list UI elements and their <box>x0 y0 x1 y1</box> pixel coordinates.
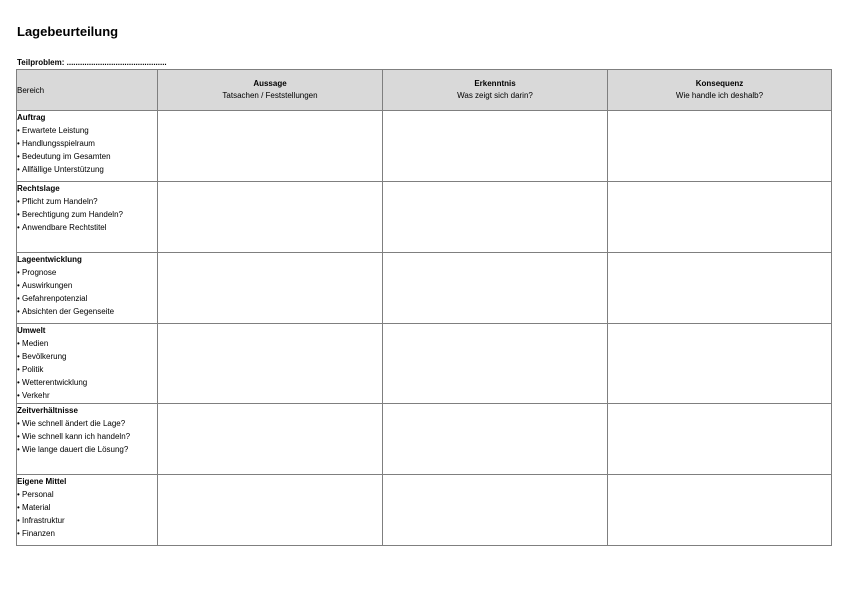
header-aussage-subtitle: Tatsachen / Feststellungen <box>222 91 318 100</box>
area-item: • Wie schnell ändert die Lage? <box>17 417 157 430</box>
area-cell-rechtslage <box>17 182 158 253</box>
erkenntnis-cell[interactable] <box>383 253 608 324</box>
table-row <box>17 324 832 404</box>
erkenntnis-cell[interactable] <box>383 324 608 404</box>
erkenntnis-cell[interactable] <box>383 475 608 546</box>
aussage-cell[interactable] <box>158 404 383 475</box>
aussage-cell[interactable] <box>158 182 383 253</box>
erkenntnis-cell[interactable] <box>383 404 608 475</box>
aussage-cell[interactable] <box>158 324 383 404</box>
area-item: • Infrastruktur <box>17 514 157 527</box>
subproblem-label: Teilproblem: ............................................. <box>17 58 167 67</box>
area-item: • Finanzen <box>17 527 157 540</box>
area-item: • Medien <box>17 337 157 350</box>
area-title: Umwelt <box>17 326 46 335</box>
area-title: Eigene Mittel <box>17 477 67 486</box>
area-item: • Bevölkerung <box>17 350 157 363</box>
table-row <box>17 111 832 182</box>
area-item: • Verkehr <box>17 389 157 402</box>
area-item: • Bedeutung im Gesamten <box>17 150 157 163</box>
header-konsequenz-title: Konsequenz <box>695 79 744 88</box>
area-item: • Prognose <box>17 266 157 279</box>
erkenntnis-cell[interactable] <box>383 182 608 253</box>
table-row <box>17 182 832 253</box>
area-item: • Erwartete Leistung <box>17 124 157 137</box>
header-erkenntnis-subtitle: Was zeigt sich darin? <box>457 91 533 100</box>
header-erkenntnis-title: Erkenntnis <box>474 79 516 88</box>
table-row <box>17 404 832 475</box>
area-title: Rechtslage <box>17 184 60 193</box>
area-cell-umwelt <box>17 324 158 404</box>
konsequenz-cell[interactable] <box>608 324 832 404</box>
area-item: • Handlungsspielraum <box>17 137 157 150</box>
area-item: • Gefahrenpotenzial <box>17 292 157 305</box>
erkenntnis-cell[interactable] <box>383 111 608 182</box>
assessment-table <box>16 69 832 546</box>
area-item: • Material <box>17 501 157 514</box>
table-row <box>17 253 832 324</box>
header-konsequenz <box>608 70 832 111</box>
area-cell-zeitverhaeltnisse <box>17 404 158 475</box>
area-item: • Pflicht zum Handeln? <box>17 195 157 208</box>
konsequenz-cell[interactable] <box>608 475 832 546</box>
area-item: • Personal <box>17 488 157 501</box>
area-title: Lageentwicklung <box>17 255 82 264</box>
header-erkenntnis <box>383 70 608 111</box>
area-item: • Auswirkungen <box>17 279 157 292</box>
area-cell-auftrag <box>17 111 158 182</box>
area-item: • Allfällige Unterstützung <box>17 163 157 176</box>
area-cell-eigene-mittel <box>17 475 158 546</box>
area-cell-lageentwicklung <box>17 253 158 324</box>
area-item: • Berechtigung zum Handeln? <box>17 208 157 221</box>
area-item: • Wetterentwicklung <box>17 376 157 389</box>
aussage-cell[interactable] <box>158 253 383 324</box>
header-aussage-title: Aussage <box>253 79 287 88</box>
header-aussage <box>158 70 383 111</box>
aussage-cell[interactable] <box>158 475 383 546</box>
table-row <box>17 475 832 546</box>
konsequenz-cell[interactable] <box>608 111 832 182</box>
aussage-cell[interactable] <box>158 111 383 182</box>
area-item: • Wie schnell kann ich handeln? <box>17 430 157 443</box>
header-row <box>17 70 832 111</box>
konsequenz-cell[interactable] <box>608 253 832 324</box>
area-title: Auftrag <box>17 113 46 122</box>
page-title: Lagebeurteilung <box>17 24 119 39</box>
area-item: • Absichten der Gegenseite <box>17 305 157 318</box>
header-bereich: Bereich <box>17 70 158 111</box>
area-item: • Anwendbare Rechtstitel <box>17 221 157 234</box>
area-item: • Politik <box>17 363 157 376</box>
area-title: Zeitverhältnisse <box>17 406 78 415</box>
area-item: • Wie lange dauert die Lösung? <box>17 443 157 456</box>
header-konsequenz-subtitle: Wie handle ich deshalb? <box>675 91 764 100</box>
konsequenz-cell[interactable] <box>608 182 832 253</box>
konsequenz-cell[interactable] <box>608 404 832 475</box>
